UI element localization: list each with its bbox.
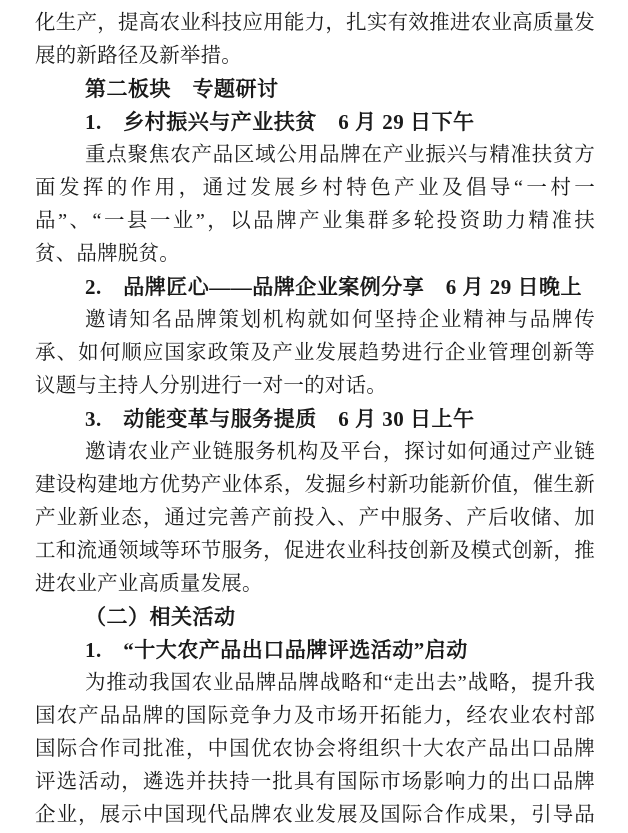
text-line: 化生产，提高农业科技应用能力，扎实有效推进农业高质量发 bbox=[35, 12, 595, 34]
text-line: 国农产品品牌的国际竞争力及市场开拓能力，经农业农村部 bbox=[35, 705, 595, 727]
text-line: 重点聚焦农产品区域公用品牌在产业振兴与精准扶贫方 bbox=[85, 144, 595, 166]
heading-line: 1. “十大农产品出口品牌评选活动”启动 bbox=[85, 638, 468, 662]
heading-line: 第二板块 专题研讨 bbox=[85, 77, 279, 101]
text-line: 建设构建地方优势产业体系，发掘乡村新功能新价值，催生新 bbox=[35, 474, 595, 496]
text-line: 进农业产业高质量发展。 bbox=[35, 573, 263, 595]
heading-line: 2. 品牌匠心——品牌企业案例分享 6 月 29 日晚上 bbox=[85, 275, 582, 299]
text-line: 国际合作司批准，中国优农协会将组织十大农产品出口品牌 bbox=[35, 738, 595, 760]
text-line: 邀请知名品牌策划机构就如何坚持企业精神与品牌传 bbox=[85, 309, 595, 331]
text-line: 产业新业态，通过完善产前投入、产中服务、产后收储、加 bbox=[35, 507, 595, 529]
heading-line: 3. 动能变革与服务提质 6 月 30 日上午 bbox=[85, 407, 475, 431]
text-line: 贫、品牌脱贫。 bbox=[35, 243, 180, 265]
text-line: 为推动我国农业品牌品牌战略和“走出去”战略，提升我 bbox=[85, 672, 595, 694]
text-line: 工和流通领域等环节服务，促进农业科技创新及模式创新，推 bbox=[35, 540, 595, 562]
text-line: 品”、“一县一业”，以品牌产业集群多轮投资助力精准扶 bbox=[35, 210, 595, 232]
heading-line: （二）相关活动 bbox=[85, 605, 236, 629]
text-line: 邀请农业产业链服务机构及平台，探讨如何通过产业链 bbox=[85, 441, 595, 463]
document-lines bbox=[35, 7, 595, 832]
text-line: 评选活动，遴选并扶持一批具有国际市场影响力的出口品牌 bbox=[35, 771, 595, 793]
heading-line: 1. 乡村振兴与产业扶贫 6 月 29 日下午 bbox=[85, 110, 475, 134]
text-line: 承、如何顺应国家政策及产业发展趋势进行企业管理创新等 bbox=[35, 342, 595, 364]
text-line: 面发挥的作用，通过发展乡村特色产业及倡导“一村一 bbox=[35, 177, 595, 199]
text-line: 展的新路径及新举措。 bbox=[35, 45, 242, 67]
text-line: 议题与主持人分别进行一对一的对话。 bbox=[35, 375, 387, 397]
text-line: 企业，展示中国现代品牌农业发展及国际合作成果，引导品 bbox=[35, 804, 595, 826]
